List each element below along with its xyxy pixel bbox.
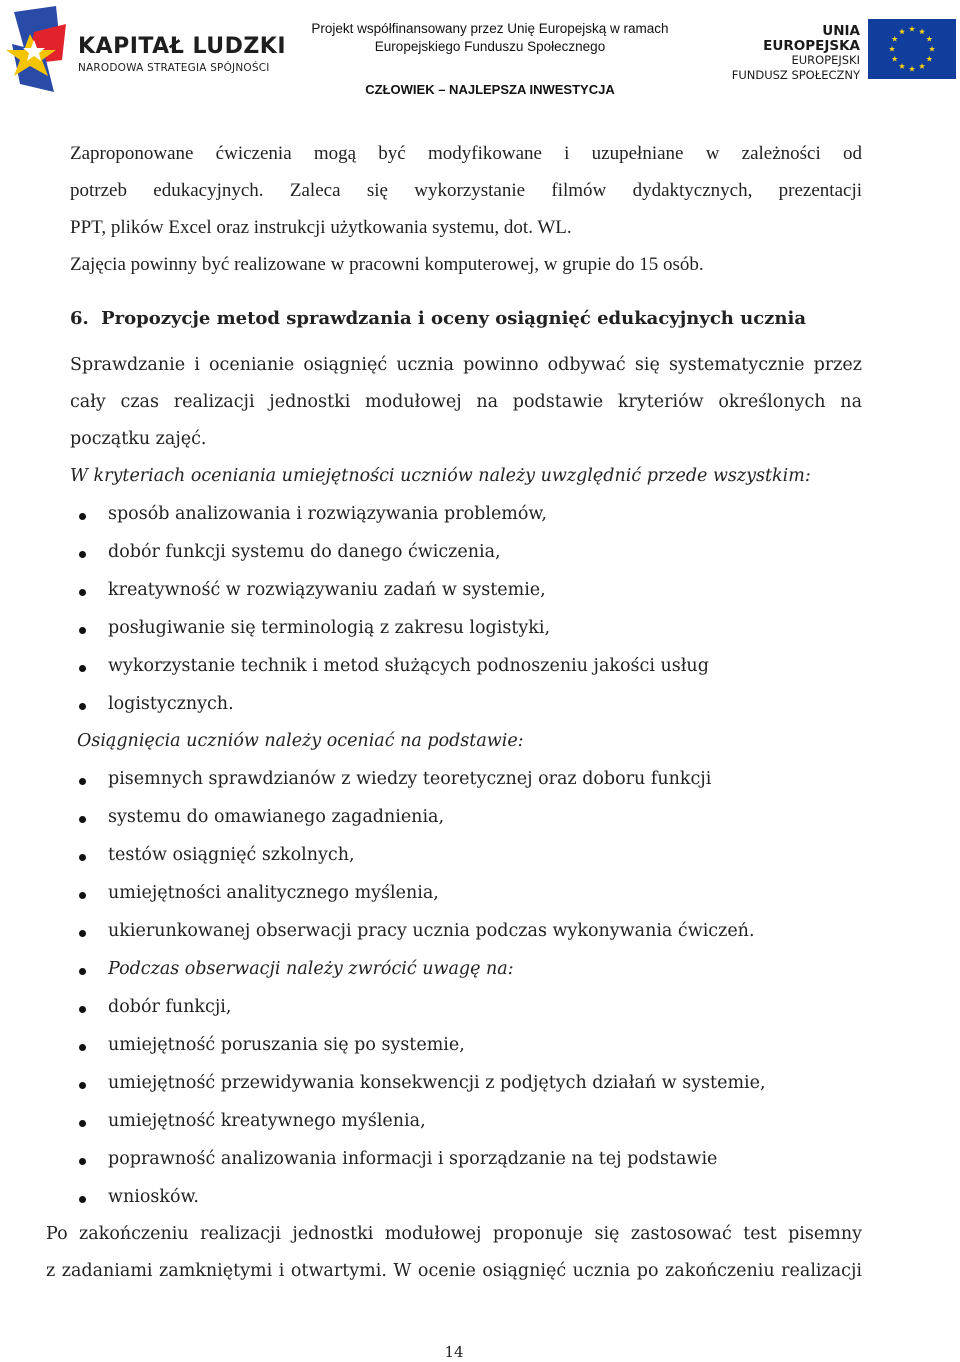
- intro-line-4: Zajęcia powinny być realizowane w pracowni komputerowej, w grupie do 15 osób.: [70, 254, 704, 275]
- bullet-icon: [79, 930, 86, 937]
- list-item: wniosków.: [108, 1187, 199, 1207]
- bullet-icon: [79, 892, 86, 899]
- list-item: dobór funkcji systemu do danego ćwiczenia,: [108, 542, 501, 562]
- eu-fund-label: [730, 24, 860, 82]
- bullet-icon: [79, 968, 86, 975]
- list-item: posługiwanie się terminologią z zakresu logistyki,: [108, 618, 551, 638]
- section-heading: [70, 308, 806, 329]
- section-number: 6.: [70, 308, 89, 329]
- closing-line-2: z zadaniami zamkniętymi i otwartymi. W ocenie osiągnięć ucznia po zakończeniu realizacji: [46, 1261, 862, 1281]
- criteria-intro: W kryteriach oceniania umiejętności uczniów należy uwzględnić przede wszystkim:: [70, 466, 811, 486]
- page-header: [0, 0, 960, 110]
- bullet-icon: [79, 513, 86, 520]
- list-item: poprawność analizowania informacji i sporządzanie na tej podstawie: [108, 1149, 718, 1169]
- eu-label-line-3: FUNDUSZ SPOŁECZNY: [731, 67, 860, 82]
- bullet-icon: [79, 1044, 86, 1051]
- closing-line-1: Po zakończeniu realizacji jednostki modułowej proponuje się zastosować test pisemny: [46, 1224, 862, 1244]
- basis-intro: Osiągnięcia uczniów należy oceniać na podstawie:: [77, 731, 524, 751]
- cofinancing-line-2: Europejskiego Funduszu Społecznego: [374, 39, 606, 54]
- logo-subtitle: NARODOWA STRATEGIA SPÓJNOŚCI: [78, 62, 270, 74]
- slogan: CZŁOWIEK – NAJLEPSZA INWESTYCJA: [365, 82, 615, 97]
- bullet-icon: [79, 816, 86, 823]
- intro-line-3: PPT, plików Excel oraz instrukcji użytkowania systemu, dot. WL.: [70, 217, 572, 238]
- cofinancing-note: [300, 20, 680, 56]
- bullet-icon: [79, 551, 86, 558]
- bullet-icon: [79, 1120, 86, 1127]
- eu-label-line-1: UNIA EUROPEJSKA: [763, 23, 860, 54]
- bullet-icon: [79, 1158, 86, 1165]
- list-item: wykorzystanie technik i metod służących podnoszeniu jakości usług: [108, 656, 709, 676]
- list-item: ukierunkowanej obserwacji pracy ucznia podczas wykonywania ćwiczeń.: [108, 921, 755, 941]
- bullet-icon: [79, 1006, 86, 1013]
- eu-label-line-2: EUROPEJSKI: [791, 53, 860, 67]
- bullet-icon: [79, 1196, 86, 1203]
- intro-line-2: potrzeb edukacyjnych. Zaleca się wykorzystanie filmów dydaktycznych, prezentacji: [70, 180, 862, 201]
- list-item: umiejętność poruszania się po systemie,: [108, 1035, 465, 1055]
- bullet-icon: [79, 1082, 86, 1089]
- page-number: 14: [444, 1343, 464, 1361]
- list-item: umiejętność kreatywnego myślenia,: [108, 1111, 426, 1131]
- logo-title: KAPITAŁ LUDZKI: [78, 34, 287, 59]
- list-item: umiejętności analitycznego myślenia,: [108, 883, 439, 903]
- list-item: kreatywność w rozwiązywaniu zadań w systemie,: [108, 580, 546, 600]
- intro-line-1: Zaproponowane ćwiczenia mogą być modyfikowane i uzupełniane w zależności od: [70, 143, 862, 164]
- bullet-icon: [79, 703, 86, 710]
- bullet-icon: [79, 627, 86, 634]
- list-item: umiejętność przewidywania konsekwencji z podjętych działań w systemie,: [108, 1073, 766, 1093]
- bullet-icon: [79, 778, 86, 785]
- list-item: pisemnych sprawdzianów z wiedzy teoretycznej oraz doboru funkcji: [108, 769, 712, 789]
- paragraph-line-3: początku zajęć.: [70, 429, 207, 449]
- list-item: testów osiągnięć szkolnych,: [108, 845, 355, 865]
- section-title: Propozycje metod sprawdzania i oceny osiągnięć edukacyjnych ucznia: [101, 308, 806, 329]
- list-item: sposób analizowania i rozwiązywania problemów,: [108, 504, 547, 524]
- list-item: systemu do omawianego zagadnienia,: [108, 807, 445, 827]
- list-item: Podczas obserwacji należy zwrócić uwagę na:: [108, 959, 514, 979]
- eu-flag-icon: [868, 19, 956, 79]
- bullet-icon: [79, 854, 86, 861]
- bullet-icon: [79, 589, 86, 596]
- list-item: dobór funkcji,: [108, 997, 232, 1017]
- paragraph-line-1: Sprawdzanie i ocenianie osiągnięć ucznia powinno odbywać się systematycznie przez: [70, 355, 862, 375]
- list-item: logistycznych.: [108, 694, 234, 714]
- cofinancing-line-1: Projekt współfinansowany przez Unię Europejską w ramach: [311, 21, 669, 36]
- paragraph-line-2: cały czas realizacji jednostki modułowej na podstawie kryteriów określonych na: [70, 392, 862, 412]
- bullet-icon: [79, 665, 86, 672]
